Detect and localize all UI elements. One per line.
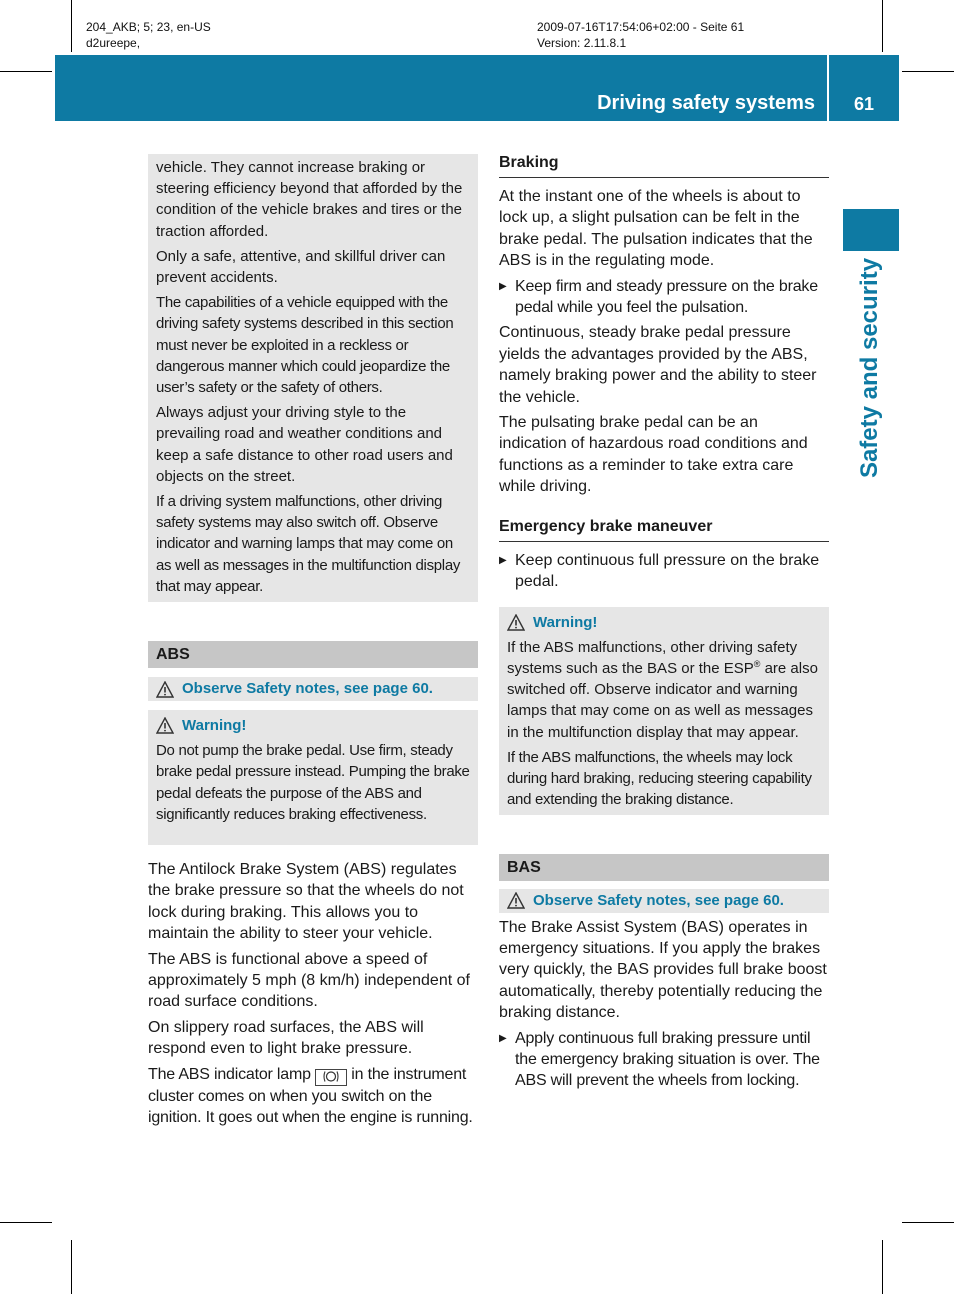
- instruction-step: [499, 550, 829, 593]
- lamp-text-after: in the instrument cluster comes on when you switch on the ignition. It goes out when the engine is running.: [148, 1065, 473, 1127]
- print-meta-left: [86, 19, 211, 51]
- page-number: 61: [853, 94, 875, 114]
- note-paragraph: Only a safe, attentive, and skillful driver can prevent accidents.: [156, 247, 446, 287]
- step-text: Keep firm and steady pressure on the brake pedal while you feel the pulsation.: [515, 277, 818, 317]
- abs-indicator-lamp-icon: [315, 1069, 347, 1086]
- crop-mark: [902, 71, 954, 72]
- warning-text: If the ABS malfunctions, the wheels may lock during hard braking, reducing steering capability and extending the braking distance.: [507, 748, 812, 809]
- subsection-heading-emergency: Emergency brake maneuver: [499, 516, 829, 542]
- note-paragraph: The capabilities of a vehicle equipped with the driving safety systems described in this section must never be exploited in a reckless or dangerous manner which could jeopardize the user’s safety or the safety of others.: [156, 294, 454, 397]
- emergency-warning-box: [499, 607, 829, 815]
- section-tab-label: Safety and security: [856, 257, 883, 479]
- body-paragraph: The Brake Assist System (BAS) operates in emergency situations. If you apply the brakes very quickly, the BAS provides full brake boost automatically, thereby potentially reducing the braking distance.: [499, 918, 827, 1022]
- crop-mark: [0, 1222, 52, 1223]
- warning-text: Do not pump the brake pedal. Use firm, steady brake pedal pressure instead. Pumping the brake pedal defeats the purpose of the ABS and significantly reduces braking effectiveness.: [156, 742, 470, 823]
- section-heading-bas: BAS: [499, 854, 829, 881]
- warning-text-part: are also switched off. Observe indicator and warning lamps that may come on as well as messages in the multifunction display that may appear.: [507, 659, 818, 741]
- meta-line: 2009-07-16T17:54:06+02:00 - Seite 61: [537, 20, 745, 34]
- warning-title: Warning!: [533, 613, 598, 631]
- warning-heading: [156, 715, 471, 736]
- meta-line: 204_AKB; 5; 23, en-US: [86, 20, 211, 34]
- safety-notes-link[interactable]: Observe Safety notes, see page 60.: [182, 680, 433, 698]
- step-arrow-icon: ▶: [499, 554, 507, 566]
- section-tab-marker: [843, 209, 899, 251]
- right-column: [499, 152, 829, 1096]
- meta-line: Version: 2.11.8.1: [537, 36, 627, 50]
- note-paragraph: Always adjust your driving style to the prevailing road and weather conditions and keep a safe distance to other road users and objects on the street.: [156, 404, 453, 485]
- note-paragraph: If a driving system malfunctions, other driving safety systems may also switch off. Observe indicator and warning lamps that may come on as well as messages in the multifunction display that may appear.: [156, 493, 461, 595]
- warning-text: [507, 637, 822, 743]
- crop-mark: [71, 1240, 72, 1294]
- body-paragraph: Continuous, steady brake pedal pressure yields the advantages provided by the ABS, namely braking power and the ability to steer the vehicle.: [499, 324, 817, 406]
- abs-warning-box: [148, 710, 478, 845]
- crop-mark: [882, 1240, 883, 1294]
- warning-heading: [507, 612, 822, 633]
- body-paragraph: The pulsating brake pedal can be an indication of hazardous road conditions and functions as a reminder to take extra care while driving.: [499, 414, 808, 496]
- registered-mark: ®: [753, 658, 761, 669]
- crop-mark: [882, 0, 883, 52]
- meta-line: d2ureepe,: [86, 36, 141, 50]
- crop-mark: [902, 1222, 954, 1223]
- body-paragraph: On slippery road surfaces, the ABS will respond even to light brake pressure.: [148, 1018, 424, 1058]
- safety-notes-reference[interactable]: [499, 889, 829, 913]
- instruction-step: [499, 276, 829, 319]
- body-paragraph: The Antilock Brake System (ABS) regulates the brake pressure so that the wheels do not lock during braking. This allows you to maintain the ability to steer your vehicle.: [148, 861, 464, 943]
- note-paragraph: vehicle. They cannot increase braking or steering efficiency beyond that afforded by the condition of the vehicle brakes and tires or the traction afforded.: [156, 159, 463, 240]
- warning-triangle-icon: [507, 614, 525, 631]
- warning-triangle-icon: [507, 892, 525, 909]
- body-paragraph: At the instant one of the wheels is about to lock up, a slight pulsation can be felt in the brake pedal. The pulsation indicates that the ABS is in the regulating mode.: [499, 188, 813, 270]
- step-text: Apply continuous full braking pressure until the emergency braking situation is over. The ABS will prevent the wheels from locking.: [515, 1029, 820, 1090]
- safety-notes-link[interactable]: Observe Safety notes, see page 60.: [533, 891, 784, 909]
- intro-note-box: [148, 154, 478, 602]
- safety-notes-reference[interactable]: [148, 677, 478, 701]
- step-text: Keep continuous full pressure on the brake pedal.: [515, 551, 820, 591]
- left-column: [148, 154, 478, 1132]
- step-arrow-icon: ▶: [499, 280, 507, 292]
- instruction-step: [499, 1028, 829, 1092]
- step-arrow-icon: ▶: [499, 1032, 507, 1044]
- warning-text-part: If the ABS malfunctions, other driving safety systems such as the BAS or the ESP: [507, 638, 798, 677]
- body-paragraph: The ABS is functional above a speed of approximately 5 mph (8 km/h) independent of road surface conditions.: [148, 950, 470, 1011]
- print-meta-right: [537, 19, 744, 51]
- lamp-text-before: The ABS indicator lamp: [148, 1065, 311, 1083]
- subsection-heading-braking: Braking: [499, 152, 829, 178]
- abs-body: [148, 859, 478, 1128]
- crop-mark: [0, 71, 52, 72]
- crop-mark: [71, 0, 72, 52]
- warning-triangle-icon: [156, 681, 174, 698]
- section-heading-abs: ABS: [148, 641, 478, 668]
- warning-triangle-icon: [156, 717, 174, 734]
- chapter-title: Driving safety systems: [597, 92, 815, 114]
- body-paragraph: [148, 1064, 478, 1129]
- chapter-header: [55, 55, 899, 121]
- warning-title: Warning!: [182, 717, 247, 734]
